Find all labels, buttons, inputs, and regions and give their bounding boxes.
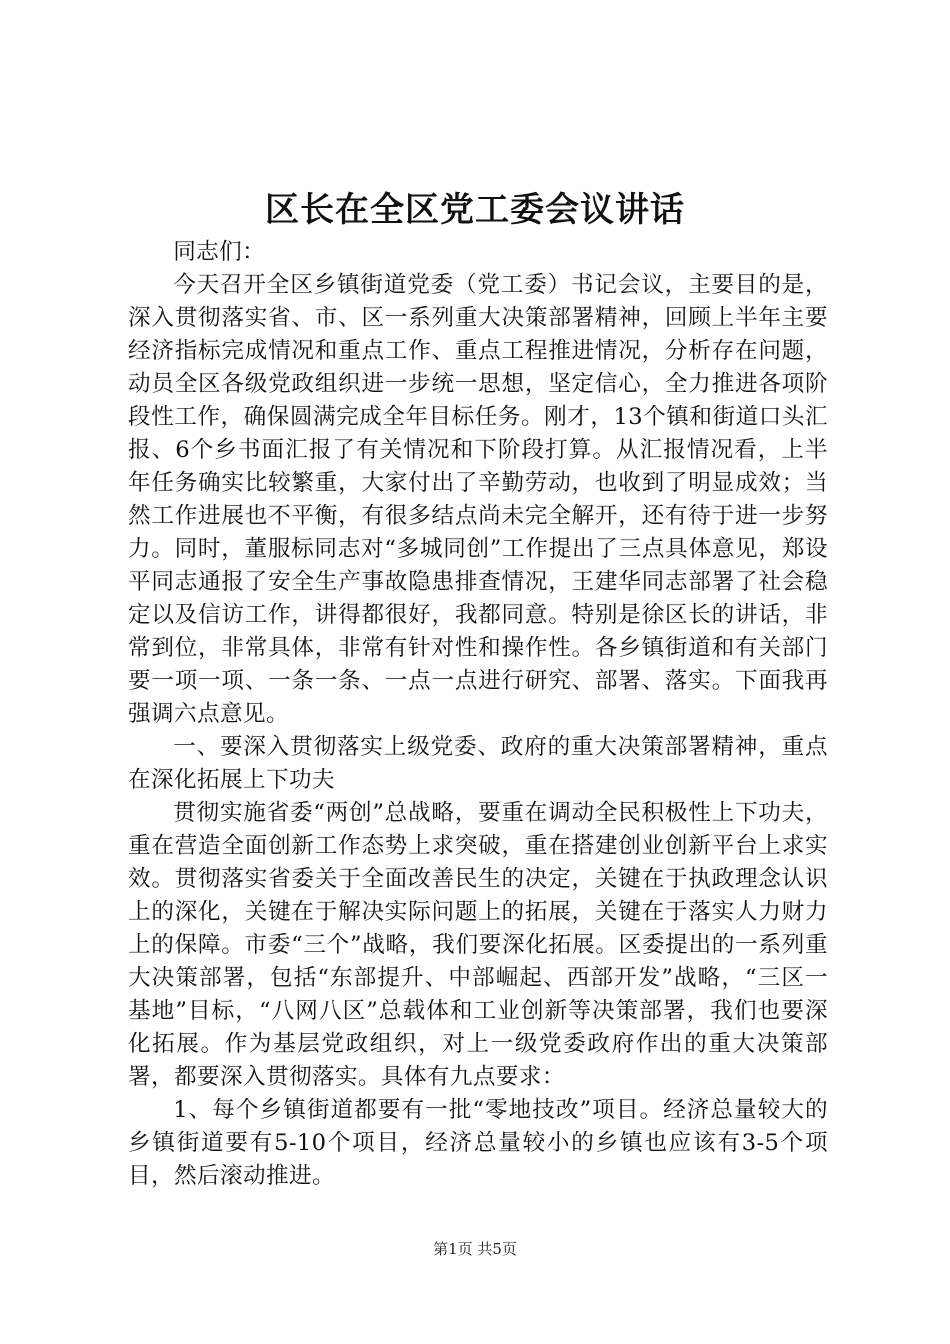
- page-footer: 第1页 共5页: [433, 1240, 517, 1258]
- intro-paragraph: 今天召开全区乡镇街道党委（党工委）书记会议，主要目的是，深入贯彻落实省、市、区一系列重大决策部署精神，回顾上半年主要经济指标完成情况和重点工作、重点工程推进情况，分析存在问题，动员全区各级党政组织进一步统一思想，坚定信心，全力推进各项阶段性工作，确保圆满完成全年目标任务。刚才，13个镇和街道口头汇报、6个乡书面汇报了有关情况和下阶段打算。从汇报情况看，上半年任务确实比较繁重，大家付出了辛勤劳动，也收到了明显成效；当然工作进展也不平衡，有很多结点尚未完全解开，还有待于进一步努力。同时，董服标同志对“多城同创”工作提出了三点具体意见，郑设平同志通报了安全生产事故隐患排查情况，王建华同志部署了社会稳定以及信访工作，讲得都很好，我都同意。特别是徐区长的讲话，非常到位，非常具体，非常有针对性和操作性。各乡镇街道和有关部门要一项一项、一条一条、一点一点进行研究、部署、落实。下面我再强调六点意见。: [128, 272, 828, 727]
- document-title: 区长在全区党工委会议讲话: [265, 190, 685, 230]
- salutation-paragraph: 同志们：: [173, 239, 266, 265]
- document-body: [128, 236, 828, 1193]
- section-heading-1: 一、要深入贯彻落实上级党委、政府的重大决策部署精神，重点在深化拓展上下功夫: [128, 734, 828, 793]
- section-1-paragraph: 贯彻实施省委“两创”总战略，要重在调动全民积极性上下功夫，重在营造全面创新工作态势上求突破，重在搭建创业创新平台上求实效。贯彻落实省委关于全面改善民生的决定，关键在于执政理念认识上的深化，关键在于解决实际问题上的拓展，关键在于落实人力财力上的保障。市委“三个”战略，我们要深化拓展。区委提出的一系列重大决策部署，包括“东部提升、中部崛起、西部开发”战略，“三区一基地”目标，“八网八区”总载体和工业创新等决策部署，我们也要深化拓展。作为基层党政组织，对上一级党委政府作出的重大决策部署，都要深入贯彻落实。具体有九点要求：: [128, 800, 828, 1090]
- requirement-1-paragraph: 1、每个乡镇街道都要有一批“零地技改”项目。经济总量较大的乡镇街道要有5-10个项目，经济总量较小的乡镇也应该有3-5个项目，然后滚动推进。: [128, 1097, 828, 1189]
